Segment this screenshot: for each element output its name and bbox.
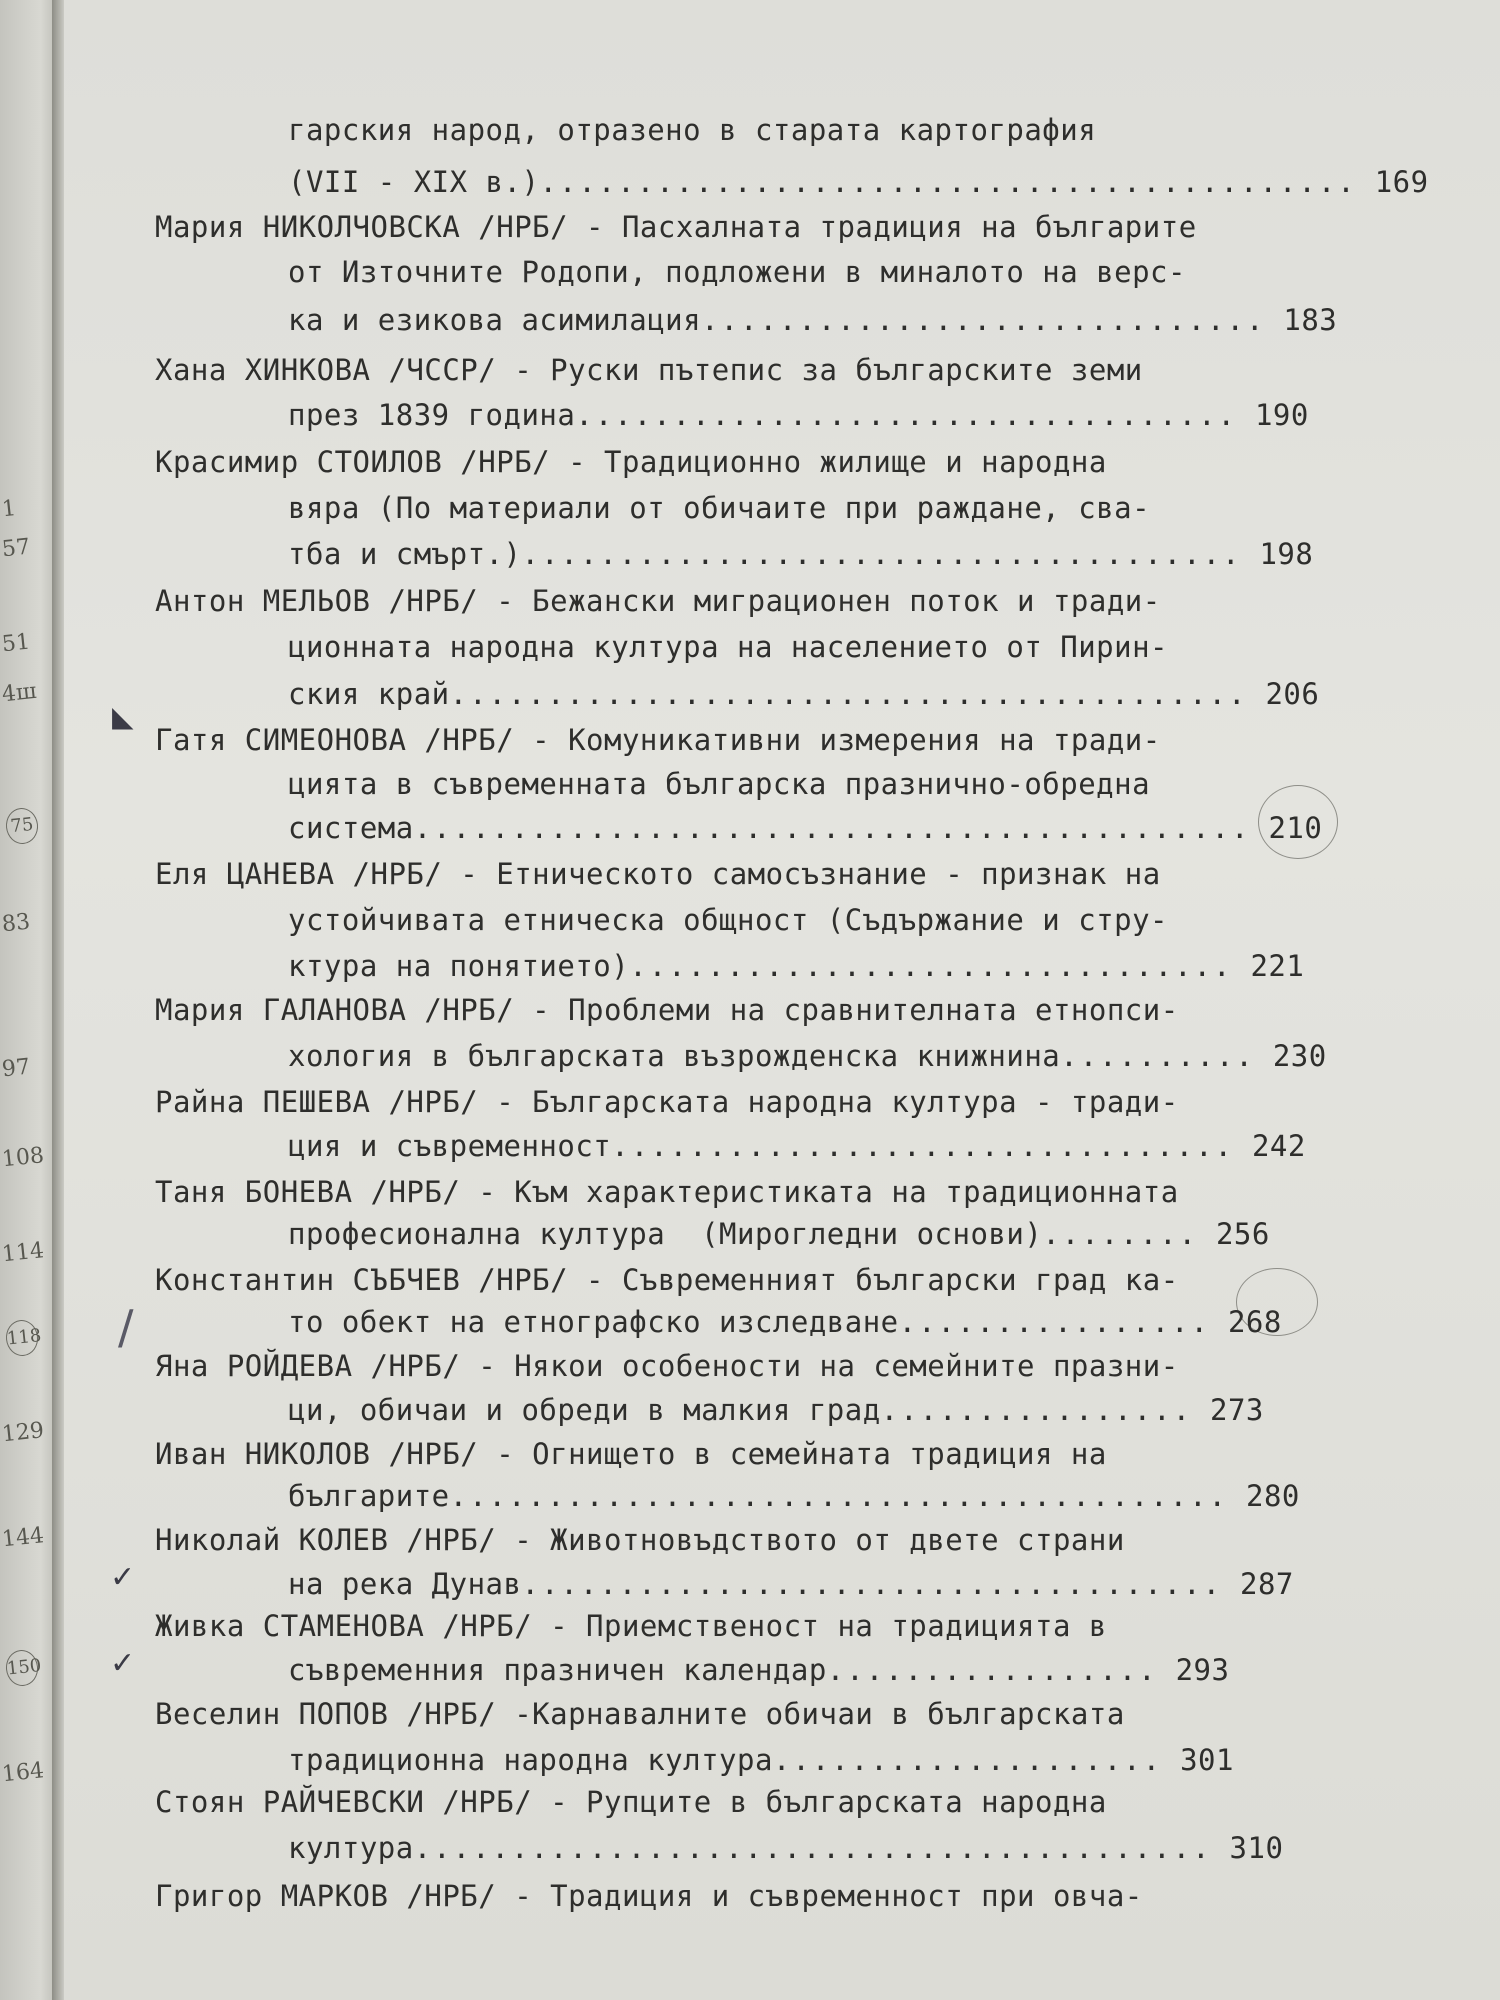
toc-text: Райна ПЕШЕВА /НРБ/ - Българската народна култура - тради- — [155, 1085, 1179, 1119]
pen-check-mark: ✓ — [110, 1646, 136, 1681]
margin-number: 164 — [0, 1758, 46, 1788]
toc-text: ския край — [288, 677, 450, 711]
margin-number: 75 — [4, 806, 40, 845]
toc-line — [288, 762, 1150, 806]
toc-line — [288, 944, 1304, 988]
toc-page-number: 221 — [1232, 949, 1305, 983]
toc-text: Яна РОЙДЕВА /НРБ/ - Някои особености на семейните празни- — [155, 1349, 1179, 1383]
toc-leader-dots: .................................... — [521, 1567, 1223, 1601]
pen-check-mark: ✓ — [110, 1560, 136, 1595]
margin-number: 83 — [0, 909, 32, 938]
toc-leader-dots: ......................................... — [449, 677, 1248, 711]
toc-page-number: 206 — [1247, 677, 1320, 711]
toc-line — [288, 1034, 1327, 1078]
toc-line — [155, 1170, 1179, 1214]
toc-text: Константин СЪБЧЕВ /НРБ/ - Съвременният български град ка- — [155, 1263, 1179, 1297]
toc-text: (VII - XIX в.) — [288, 165, 540, 199]
margin-number: 97 — [0, 1054, 32, 1083]
toc-text: Григор МАРКОВ /НРБ/ - Традиция и съвременност при овча- — [155, 1879, 1143, 1913]
toc-text: Гатя СИМЕОНОВА /НРБ/ - Комуникативни измерения на тради- — [155, 723, 1161, 757]
toc-page-number: 256 — [1198, 1217, 1270, 1251]
pen-arrow-mark: ◣ — [112, 700, 134, 733]
toc-page-number: 273 — [1192, 1393, 1264, 1427]
toc-text: на река Дунав — [288, 1567, 522, 1601]
toc-leader-dots: ..................................... — [521, 537, 1242, 571]
toc-line — [155, 988, 1179, 1032]
toc-leader-dots: ............................. — [701, 303, 1266, 337]
toc-line — [288, 625, 1168, 669]
margin-number: 118 — [4, 1318, 40, 1357]
toc-line — [155, 1780, 1107, 1824]
toc-leader-dots: ........................................... — [413, 811, 1251, 845]
toc-text: хология в българската възрожденска книжнина — [288, 1039, 1061, 1073]
toc-line — [155, 852, 1161, 896]
margin-number: 4ш — [0, 678, 38, 708]
toc-leader-dots: ......................................... — [413, 1831, 1212, 1865]
toc-line — [288, 1300, 1282, 1344]
margin-number: 144 — [0, 1523, 46, 1553]
toc-line — [288, 1826, 1283, 1870]
toc-page-number: 190 — [1236, 398, 1309, 432]
toc-text: тба и смърт.) — [288, 537, 522, 571]
toc-text: ци, обичаи и обреди в малкия град — [288, 1393, 881, 1427]
toc-leader-dots: ............................... — [629, 949, 1233, 983]
toc-line — [155, 1344, 1179, 1388]
toc-text: култура — [288, 1831, 414, 1865]
toc-page-number: 198 — [1241, 537, 1314, 571]
toc-text: професионална култура (Мирогледни основи) — [288, 1217, 1043, 1251]
left-page-edge — [0, 0, 58, 2000]
toc-line — [288, 298, 1337, 342]
toc-text: цията в съвременната българска празнично-обредна — [288, 767, 1151, 801]
toc-text: Еля ЦАНЕВА /НРБ/ - Етническото самосъзнание - признак на — [155, 857, 1161, 891]
toc-page-number: 169 — [1356, 165, 1429, 199]
toc-text: през 1839 година — [288, 398, 576, 432]
toc-line — [288, 1738, 1234, 1782]
toc-text: ция и съвременност — [288, 1129, 612, 1163]
toc-leader-dots: ................................ — [611, 1129, 1234, 1163]
toc-text: вяра (По материали от обичаите при раждане, сва- — [288, 491, 1151, 525]
toc-text: Мария НИКОЛЧОВСКА /НРБ/ - Пасхалната традиция на българите — [155, 210, 1197, 244]
toc-text: ционната народна култура на населението от Пирин- — [288, 630, 1169, 664]
toc-text: Иван НИКОЛОВ /НРБ/ - Огнището в семейната традиция на — [155, 1437, 1107, 1471]
toc-line — [155, 348, 1143, 392]
toc-page-number: 183 — [1265, 303, 1338, 337]
toc-line — [288, 108, 1096, 152]
toc-leader-dots: ................. — [826, 1653, 1158, 1687]
toc-page-number: 287 — [1222, 1567, 1294, 1601]
toc-line — [155, 1258, 1179, 1302]
toc-text: система — [288, 811, 414, 845]
toc-line — [288, 1562, 1294, 1606]
toc-text: българите — [288, 1479, 450, 1513]
toc-leader-dots: ................ — [898, 1305, 1210, 1339]
toc-line — [288, 532, 1313, 576]
toc-line — [288, 1648, 1229, 1692]
margin-number: 150 — [4, 1648, 40, 1687]
toc-line — [288, 1388, 1264, 1432]
toc-page-number: 280 — [1228, 1479, 1300, 1513]
toc-line — [288, 1124, 1306, 1168]
toc-page-number: 230 — [1254, 1039, 1327, 1073]
toc-line — [288, 672, 1319, 716]
toc-text: Мария ГАЛАНОВА /НРБ/ - Проблеми на сравнителната етнопси- — [155, 993, 1179, 1027]
pen-check-mark: / — [118, 1300, 134, 1354]
toc-line — [155, 579, 1161, 623]
margin-number: 1 — [0, 496, 18, 523]
toc-line — [288, 486, 1150, 530]
toc-leader-dots: .......................................... — [539, 165, 1357, 199]
toc-text: гарския народ, отразено в старата картография — [288, 113, 1097, 147]
toc-line — [155, 1874, 1143, 1918]
toc-text: от Източните Родопи, подложени в миналото на верс- — [288, 255, 1186, 289]
toc-page-number: 310 — [1211, 1831, 1284, 1865]
toc-text: Веселин ПОПОВ /НРБ/ -Карнавалните обичаи в българската — [155, 1697, 1125, 1731]
toc-text: традиционна народна култура — [288, 1743, 773, 1777]
toc-line — [155, 1432, 1107, 1476]
toc-leader-dots: ........................................ — [449, 1479, 1229, 1513]
toc-page-number: 268 — [1209, 1305, 1282, 1339]
toc-leader-dots: .......... — [1060, 1039, 1255, 1073]
margin-number: 108 — [0, 1143, 46, 1173]
margin-number: 129 — [0, 1418, 46, 1448]
toc-page-number: 210 — [1250, 811, 1323, 845]
toc-line — [288, 1212, 1270, 1256]
toc-text: Николай КОЛЕВ /НРБ/ - Животновъдството от двете страни — [155, 1523, 1125, 1557]
toc-leader-dots: ................ — [880, 1393, 1193, 1427]
toc-line — [288, 1474, 1300, 1518]
toc-line — [155, 1692, 1125, 1736]
toc-text: Антон МЕЛЬОВ /НРБ/ - Бежански миграционен поток и тради- — [155, 584, 1161, 618]
toc-text: устойчивата етническа общност (Съдържание и стру- — [288, 903, 1169, 937]
toc-page-number: 293 — [1157, 1653, 1230, 1687]
toc-text: Хана ХИНКОВА /ЧССР/ - Руски пътепис за българските земи — [155, 353, 1143, 387]
toc-text: Красимир СТОИЛОВ /НРБ/ - Традиционно жилище и народна — [155, 445, 1107, 479]
toc-line — [155, 440, 1107, 484]
toc-leader-dots: .................... — [772, 1743, 1163, 1777]
toc-page-number: 301 — [1162, 1743, 1234, 1777]
toc-line — [155, 1518, 1125, 1562]
toc-line — [288, 250, 1186, 294]
toc-line — [155, 1080, 1179, 1124]
toc-text: ка и езикова асимилация — [288, 303, 702, 337]
toc-text: то обект на етнографско изследване — [288, 1305, 899, 1339]
toc-line — [155, 1604, 1107, 1648]
toc-text: ктура на понятието) — [288, 949, 630, 983]
toc-line — [155, 718, 1161, 762]
toc-leader-dots: ........ — [1042, 1217, 1198, 1251]
toc-line — [288, 806, 1322, 850]
toc-page-number: 242 — [1233, 1129, 1306, 1163]
toc-text: съвременния празничен календар — [288, 1653, 827, 1687]
toc-leader-dots: .................................. — [575, 398, 1237, 432]
margin-number: 51 — [0, 629, 32, 658]
toc-line — [288, 160, 1429, 204]
toc-text: Таня БОНЕВА /НРБ/ - Към характеристиката на традиционната — [155, 1175, 1179, 1209]
margin-number: 114 — [0, 1238, 46, 1268]
toc-text: Стоян РАЙЧЕВСКИ /НРБ/ - Рупците в българската народна — [155, 1785, 1107, 1819]
toc-text: Живка СТАМЕНОВА /НРБ/ - Приемственост на традицията в — [155, 1609, 1107, 1643]
toc-line — [288, 393, 1309, 437]
margin-number: 57 — [0, 534, 32, 563]
toc-line — [288, 898, 1168, 942]
toc-line — [155, 205, 1197, 249]
